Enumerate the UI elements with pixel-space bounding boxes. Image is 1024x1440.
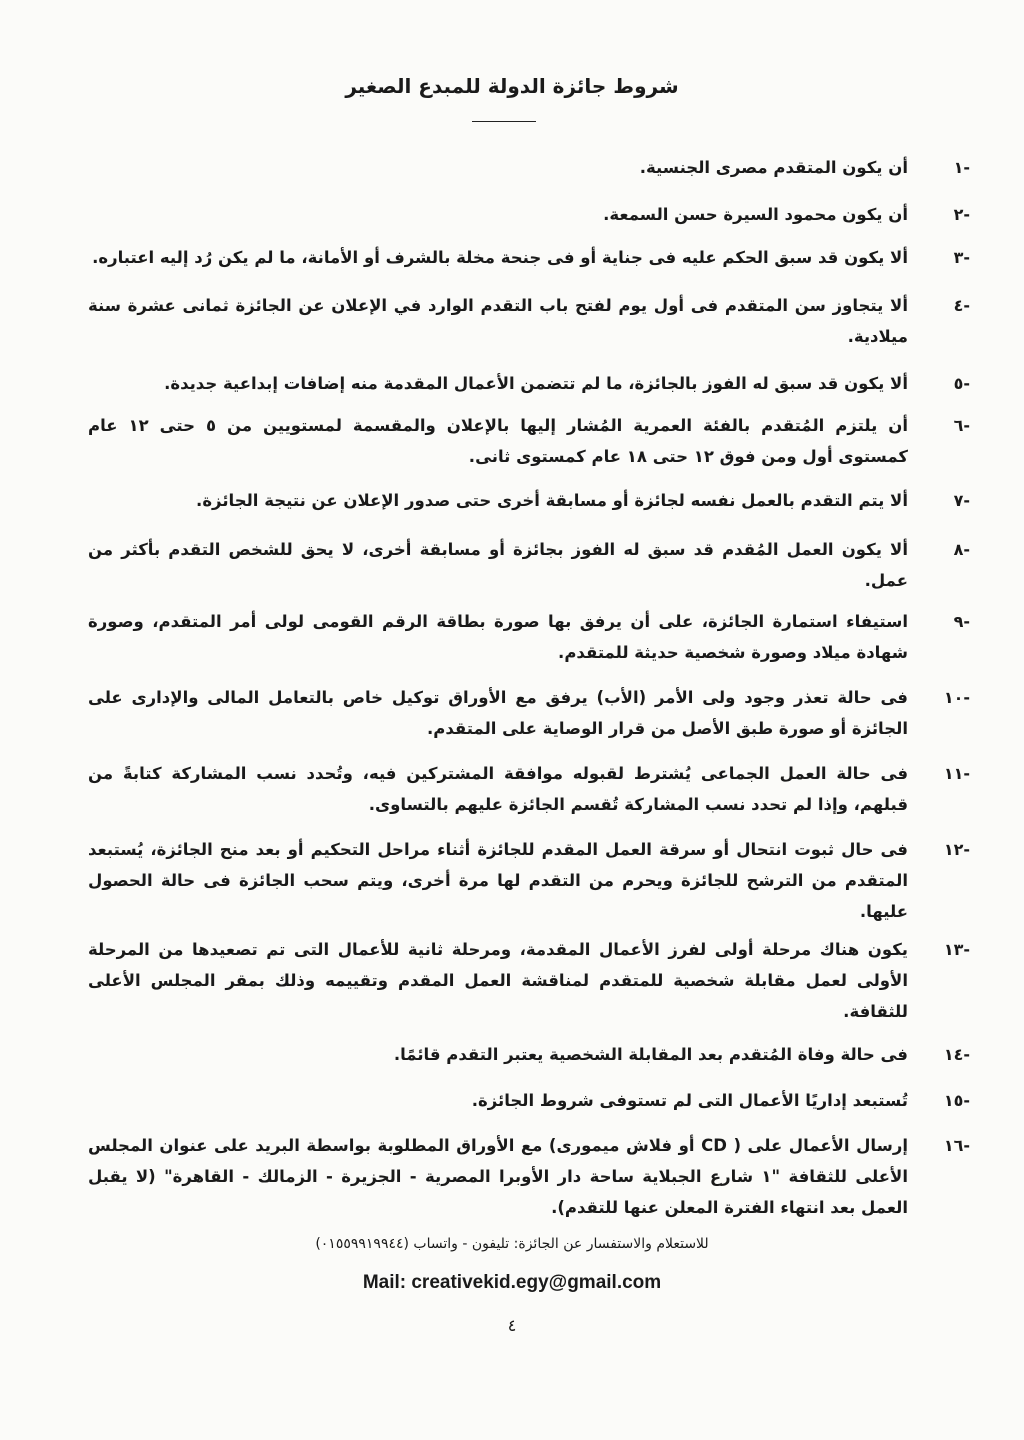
condition-item xyxy=(88,606,970,668)
condition-text: ألا يكون العمل المُقدم قد سبق له الفوز بجائزة أو مسابقة أخرى، لا يحق للشخص التقدم بأكثر من عمل. xyxy=(88,540,908,590)
condition-number: -١٤ xyxy=(943,1045,970,1064)
condition-item xyxy=(88,485,970,516)
condition-number: -٥ xyxy=(953,374,970,393)
condition-text: ألا يتم التقدم بالعمل نفسه لجائزة أو مسابقة أخرى حتى صدور الإعلان عن نتيجة الجائزة. xyxy=(196,491,908,510)
condition-number: -١١ xyxy=(943,764,970,783)
condition-text: فى حال ثبوت انتحال أو سرقة العمل المقدم للجائزة أثناء مراحل التحكيم أو بعد منح الجائزة، يُستبعد المتقدم من الترشح للجائزة ويحرم من التقدم لها مرة أخرى، ويتم سحب الجائزة فى حالة الحصول عليها. xyxy=(88,840,908,921)
condition-text: ألا يكون قد سبق الحكم عليه فى جناية أو فى جنحة مخلة بالشرف أو الأمانة، ما لم يكن رُد إليه اعتباره. xyxy=(92,248,908,267)
page-number: ٤ xyxy=(507,1316,517,1335)
condition-number: -١٥ xyxy=(943,1091,970,1110)
page-title: شروط جائزة الدولة للمبدع الصغير xyxy=(345,74,679,98)
condition-item xyxy=(88,368,970,399)
condition-number: -٩ xyxy=(953,612,970,631)
condition-item xyxy=(88,1085,970,1116)
condition-item xyxy=(88,290,970,352)
condition-number: -١٣ xyxy=(943,940,970,959)
condition-item xyxy=(88,534,970,596)
condition-number: -٢ xyxy=(953,205,970,224)
condition-number: -١٢ xyxy=(943,840,970,859)
contact-line: للاستعلام والاستفسار عن الجائزة: تليفون - واتساب (٠١٥٥٩٩١٩٩٤٤) xyxy=(315,1236,709,1252)
condition-item xyxy=(88,1130,970,1223)
condition-text: فى حالة تعذر وجود ولى الأمر (الأب) يرفق مع الأوراق توكيل خاص بالتعامل المالى والإدارى على الجائزة أو صورة طبق الأصل من قرار الوصاية على المتقدم. xyxy=(88,688,908,738)
condition-text: استيفاء استمارة الجائزة، على أن يرفق بها صورة بطاقة الرقم القومى لولى أمر المتقدم، وصورة شهادة ميلاد وصورة شخصية حديثة للمتقدم. xyxy=(88,612,908,662)
condition-text: أن يلتزم المُتقدم بالفئة العمرية المُشار إليها بالإعلان والمقسمة لمستويين من ٥ حتى ١٢ عام كمستوى أول ومن فوق ١٢ حتى ١٨ عام كمستوى ثانى. xyxy=(88,416,908,466)
condition-number: -٣ xyxy=(953,248,970,267)
condition-number: -١ xyxy=(953,158,970,177)
condition-text: ألا يكون قد سبق له الفوز بالجائزة، ما لم تتضمن الأعمال المقدمة منه إضافات إبداعية جديدة. xyxy=(164,374,908,393)
condition-item xyxy=(88,682,970,744)
condition-text: إرسال الأعمال على ( CD أو فلاش ميمورى) مع الأوراق المطلوبة بواسطة البريد على عنوان المجلس الأعلى للثقافة "١ شارع الجبلاية ساحة دار الأوبرا المصرية - الجزيرة - الزمالك - القاهرة" (لا يقبل العمل بعد انتهاء الفترة المعلن عنها للتقدم). xyxy=(88,1136,908,1217)
condition-number: -١٠ xyxy=(943,688,970,707)
condition-number: -٦ xyxy=(953,416,970,435)
title-underline xyxy=(472,121,536,122)
condition-item xyxy=(88,834,970,927)
condition-text: أن يكون محمود السيرة حسن السمعة. xyxy=(603,205,908,224)
condition-text: يكون هناك مرحلة أولى لفرز الأعمال المقدمة، ومرحلة ثانية للأعمال التى تم تصعيدها من المرحلة الأولى لعمل مقابلة شخصية للمتقدم لمناقشة العمل المقدم وتقييمه وذلك بمقر المجلس الأعلى للثقافة. xyxy=(88,940,908,1021)
condition-item xyxy=(88,242,970,273)
condition-text: ألا يتجاوز سن المتقدم فى أول يوم لفتح باب التقدم الوارد في الإعلان عن الجائزة ثمانى عشرة سنة ميلادية. xyxy=(88,296,908,346)
condition-item xyxy=(88,1039,970,1070)
email-line: Mail: creativekid.egy@gmail.com xyxy=(362,1272,662,1293)
condition-item xyxy=(88,410,970,472)
condition-number: -٧ xyxy=(953,491,970,510)
condition-item xyxy=(88,934,970,1027)
condition-item xyxy=(88,199,970,230)
condition-number: -٨ xyxy=(953,540,970,559)
condition-number: -١٦ xyxy=(943,1136,970,1155)
condition-text: تُستبعد إداريًا الأعمال التى لم تستوفى شروط الجائزة. xyxy=(471,1091,908,1110)
condition-text: فى حالة وفاة المُتقدم بعد المقابلة الشخصية يعتبر التقدم قائمًا. xyxy=(393,1045,908,1064)
condition-text: فى حالة العمل الجماعى يُشترط لقبوله موافقة المشتركين فيه، وتُحدد نسب المشاركة كتابةً من قبلهم، وإذا لم تحدد نسب المشاركة تُقسم الجائزة عليهم بالتساوى. xyxy=(88,764,908,814)
condition-text: أن يكون المتقدم مصرى الجنسية. xyxy=(639,158,908,177)
condition-item xyxy=(88,758,970,820)
condition-item xyxy=(88,152,970,183)
condition-number: -٤ xyxy=(953,296,970,315)
